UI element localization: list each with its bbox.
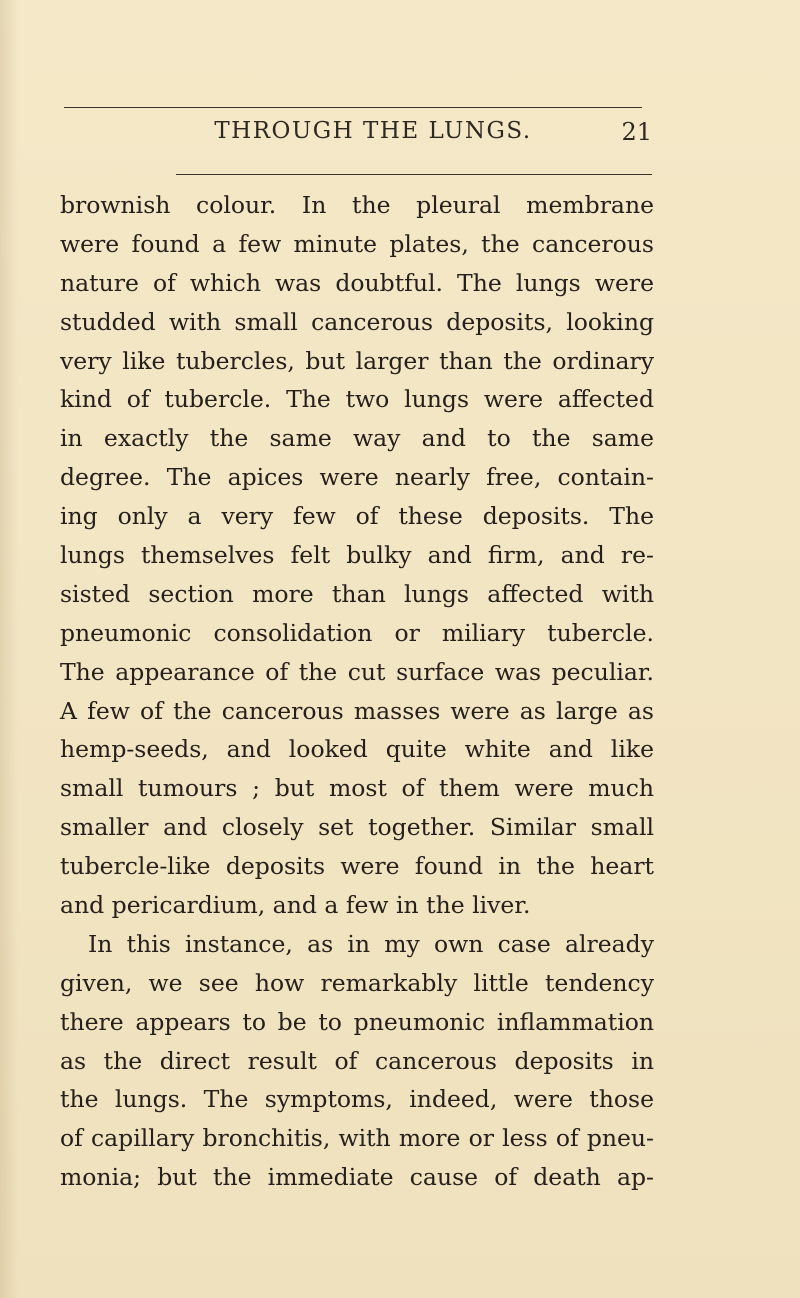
- text-line: degree. The apices were nearly free, contain-: [60, 463, 654, 492]
- page-number: 21: [621, 118, 652, 146]
- text-line: given, we see how remarkably little tendency: [60, 968, 654, 997]
- text-line: there appears to be to pneumonic inflammation: [60, 1007, 654, 1036]
- running-head: [64, 118, 652, 154]
- header-top-rule: [64, 107, 642, 108]
- text-line: the lungs. The symptoms, indeed, were those: [60, 1085, 654, 1114]
- text-line: very like tubercles, but larger than the ordinary: [60, 346, 654, 375]
- text-line: were found a few minute plates, the cancerous: [60, 229, 654, 258]
- text-line: hemp-seeds, and looked quite white and like: [60, 735, 654, 764]
- text-line: as the direct result of cancerous deposits in: [60, 1046, 654, 1075]
- text-line: tubercle-like deposits were found in the heart: [60, 852, 654, 881]
- text-line: small tumours ; but most of them were much: [60, 774, 654, 803]
- text-line: studded with small cancerous deposits, looking: [60, 307, 654, 336]
- text-line: brownish colour. In the pleural membrane: [60, 191, 654, 219]
- text-line: nature of which was doubtful. The lungs were: [60, 268, 654, 297]
- text-line: The appearance of the cut surface was peculiar.: [60, 657, 654, 686]
- text-line: kind of tubercle. The two lungs were affected: [60, 385, 654, 414]
- text-line: monia; but the immediate cause of death ap-: [60, 1163, 654, 1192]
- text-line: and pericardium, and a few in the liver.: [60, 891, 531, 920]
- page-gutter-shadow: [0, 0, 18, 1298]
- text-line: sisted section more than lungs affected with: [60, 579, 654, 608]
- body-text: [60, 186, 654, 1197]
- text-line: in exactly the same way and to the same: [60, 424, 654, 453]
- text-line: A few of the cancerous masses were as large as: [60, 696, 654, 725]
- header-bottom-rule: [176, 174, 652, 175]
- text-line: In this instance, as in my own case already: [88, 929, 654, 958]
- text-line: smaller and closely set together. Similar small: [60, 813, 654, 842]
- text-line: ing only a very few of these deposits. The: [60, 502, 654, 531]
- text-line: of capillary bronchitis, with more or less of pneu-: [60, 1124, 654, 1153]
- running-title: THROUGH THE LUNGS.: [214, 118, 532, 144]
- text-line: pneumonic consolidation or miliary tubercle.: [60, 618, 654, 647]
- text-line: lungs themselves felt bulky and firm, and re-: [60, 541, 654, 570]
